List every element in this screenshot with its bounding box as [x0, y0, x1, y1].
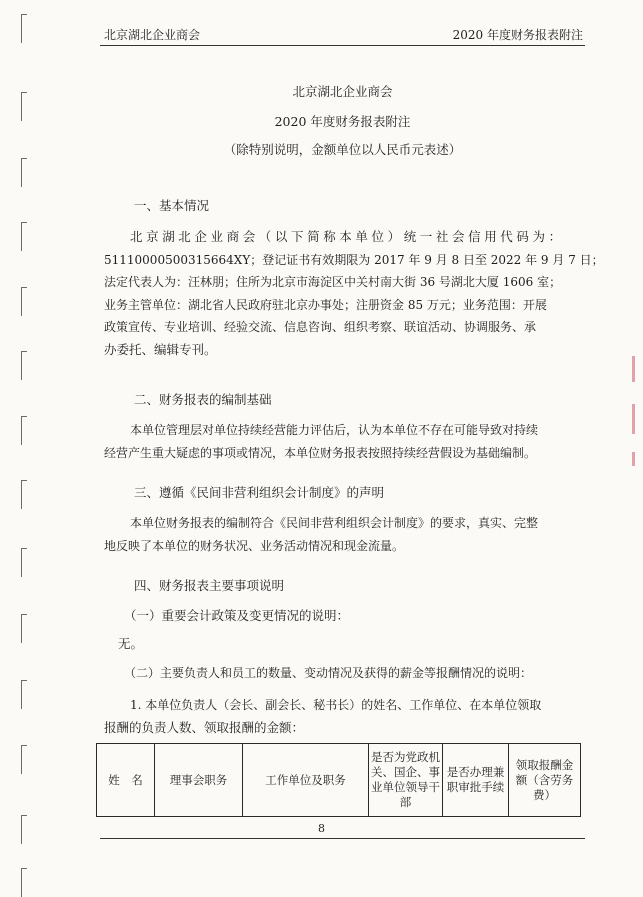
text-line: 本单位管理层对单位持续经营能力评估后，认为本单位不存在可能导致对持续 — [130, 423, 539, 437]
header-cell-employer: 工作单位及职务 — [243, 744, 369, 817]
binding-mark — [21, 92, 27, 121]
binding-mark — [21, 680, 27, 709]
text-line: 办委托、编辑专刊。 — [104, 341, 217, 357]
text-line: 法定代表人为：汪林朋；住所为北京市海淀区中关村南大街 36 号湖北大厦 1606 室； — [104, 275, 562, 289]
text-line: 本单位财务报表的编制符合《民间非营利组织会计制度》的要求，真实、完整 — [130, 516, 539, 530]
header-doc-title: 2020 年度财务报表附注 — [452, 28, 583, 42]
subsection-accounting-policy: （一）重要会计政策及变更情况的说明： — [124, 608, 350, 623]
binding-mark — [21, 416, 27, 445]
text-line: 51110000500315664XY；登记证书有效期限为 2017 年 9 月 8 日至 2022 年 9 月 7 日； — [104, 252, 604, 267]
text-line: 报酬的负责人数、领取报酬的金额： — [104, 719, 305, 735]
binding-mark — [21, 548, 27, 577]
text-line: 北京湖北企业商会（以下简称本单位）统一社会信用代码为： — [130, 229, 565, 244]
item-leaders-text — [104, 694, 572, 739]
header-cell-official: 是否为党政机关、国企、事业单位领导干部 — [369, 744, 443, 817]
doc-title-main: 2020 年度财务报表附注 — [274, 114, 411, 129]
section-basis-text — [104, 419, 572, 464]
section-heading-basis: 二、财务报表的编制基础 — [134, 392, 272, 407]
page-number: 8 — [318, 822, 325, 835]
binding-mark — [21, 222, 27, 251]
binding-margin — [0, 0, 34, 896]
text-line: 经营产生重大疑虑的事项或情况，本单位财务报表按照持续经营假设为基础编制。 — [104, 445, 537, 460]
binding-mark — [21, 868, 27, 897]
binding-mark — [21, 158, 27, 187]
binding-mark — [21, 351, 27, 380]
header-org-name: 北京湖北企业商会 — [104, 28, 201, 42]
header-cell-board-role: 理事会职务 — [155, 744, 243, 817]
binding-mark — [21, 480, 27, 509]
footer-rule — [100, 838, 585, 839]
header-cell-name: 姓 名 — [97, 744, 155, 817]
binding-mark — [21, 614, 27, 643]
seal-stamp-mark — [632, 404, 635, 434]
page-header — [104, 26, 583, 42]
seal-stamp-mark — [632, 452, 635, 466]
section-heading-compliance: 三、遵循《民间非营利组织会计制度》的声明 — [134, 485, 385, 500]
text-line: 地反映了本单位的财务状况、业务活动情况和现金流量。 — [104, 538, 405, 553]
section-compliance-text — [104, 512, 572, 557]
table-header-row — [97, 744, 581, 817]
header-cell-compensation: 领取报酬金额（含劳务费） — [509, 744, 581, 817]
section-basic-info-text — [104, 226, 604, 361]
binding-mark — [21, 745, 27, 774]
seal-stamp-mark — [632, 356, 635, 382]
binding-mark — [21, 287, 27, 316]
binding-mark — [21, 14, 27, 43]
header-rule — [100, 45, 585, 46]
doc-title-note: （除特别说明，金额单位以人民币元表述） — [223, 142, 462, 157]
text-line: 政策宣传、专业培训、经验交流、信息咨询、组织考察、联谊活动、协调服务、承 — [104, 320, 537, 334]
section-heading-main-items: 四、财务报表主要事项说明 — [134, 578, 285, 593]
header-cell-approval: 是否办理兼职审批手续 — [443, 744, 509, 817]
section-heading-basic-info: 一、基本情况 — [134, 198, 210, 213]
text-none: 无。 — [118, 636, 144, 651]
text-line: 业务主管单位：湖北省人民政府驻北京办事处；注册资金 85 万元；业务范围：开展 — [104, 297, 547, 312]
doc-title-org: 北京湖北企业商会 — [292, 84, 393, 99]
subsection-staff-compensation: （二）主要负责人和员工的数量、变动情况及获得的薪金等报酬情况的说明： — [124, 666, 533, 680]
text-line: 1. 本单位负责人（会长、副会长、秘书长）的姓名、工作单位、在本单位领取 — [130, 698, 542, 712]
leaders-table — [96, 743, 581, 817]
